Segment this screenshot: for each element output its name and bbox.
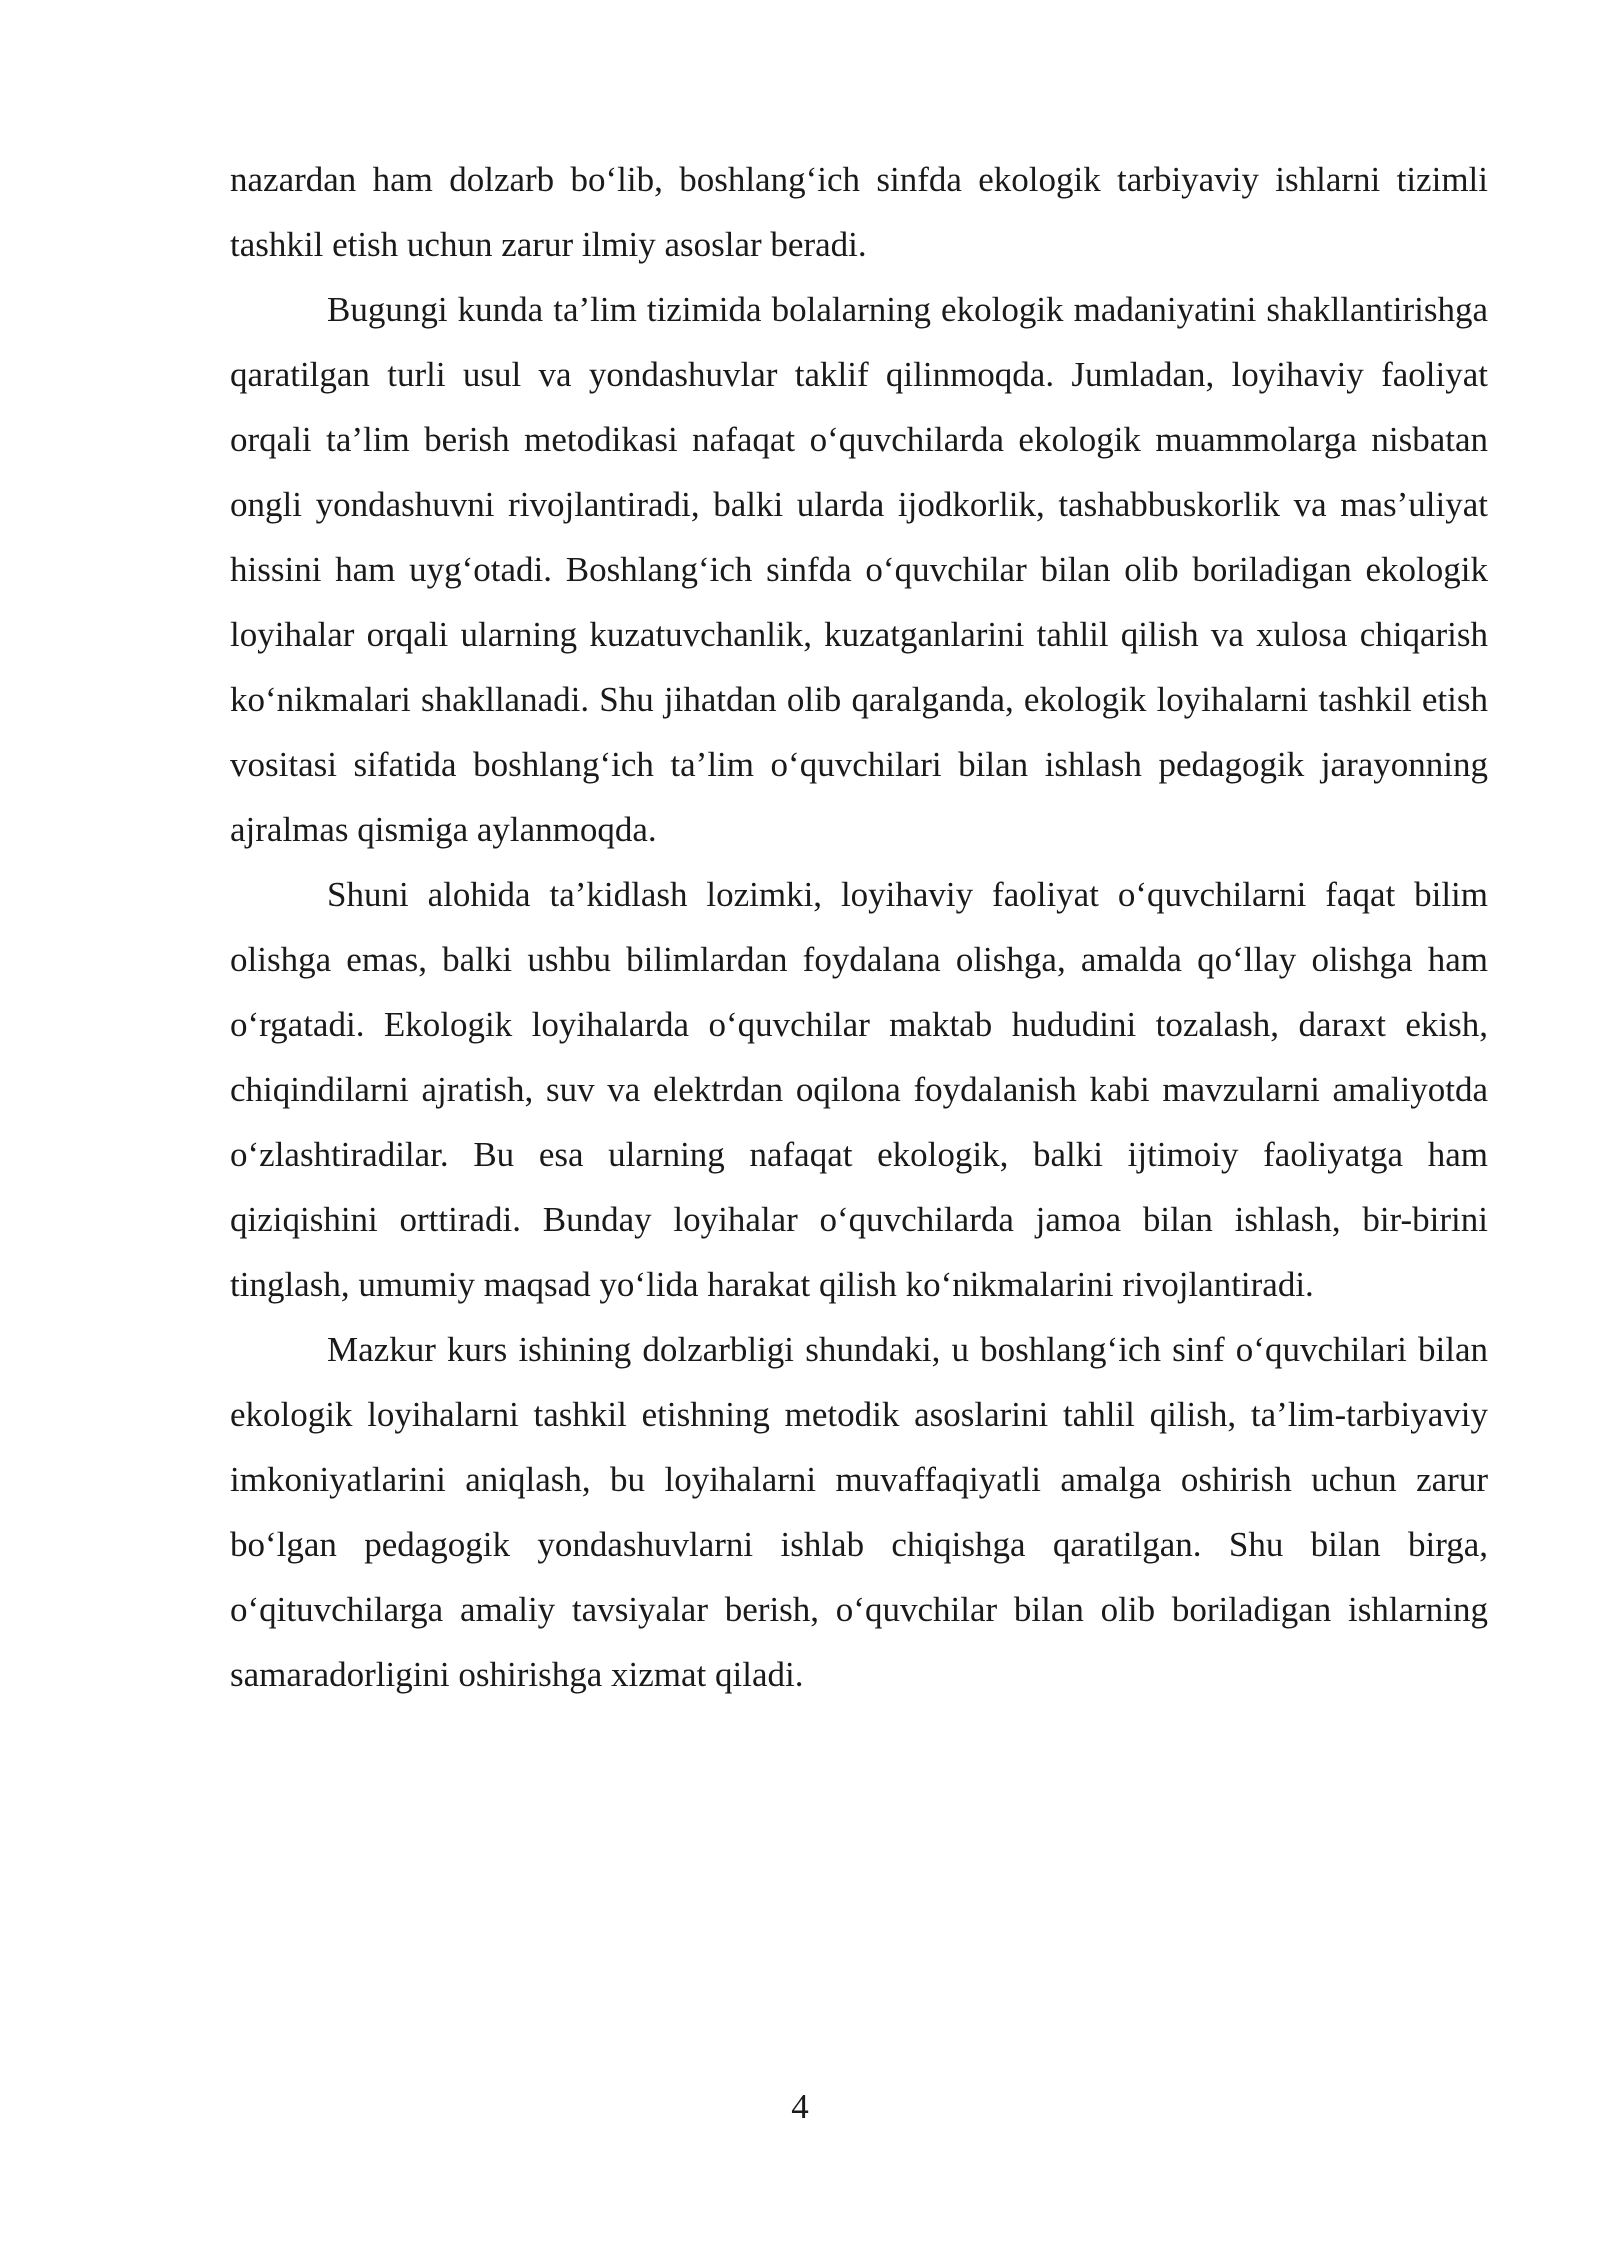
page-number: 4 <box>791 2087 809 2126</box>
paragraph-continuation: nazardan ham dolzarb bo‘lib, boshlang‘ich sinfda ekologik tarbiyaviy ishlarni tizimli tashkil etish uchun zarur ilmiy asoslar beradi. <box>230 160 1488 264</box>
paragraph: Shuni alohida ta’kidlash lozimki, loyihaviy faoliyat o‘quvchilarni faqat bilim olishga emas, balki ushbu bilimlardan foydalana olishga, amalda qo‘llay olishga ham o‘rgatadi. Ekologik loyihalarda o‘quvchilar maktab hududini tozalash, daraxt ekish, chiqindilarni ajratish, suv va elektrdan oqilona foydalanish kabi mavzularni amaliyotda o‘zlashtiradilar. Bu esa ularning nafaqat ekologik, balki ijtimoiy faoliyatga ham qiziqishini orttiradi. Bunday loyihalar o‘quvchilarda jamoa bilan ishlash, bir-birini tinglash, umumiy maqsad yo‘lida harakat qilish ko‘nikmalarini rivojlantiradi. <box>230 875 1488 1304</box>
paragraph: Mazkur kurs ishining dolzarbligi shundaki, u boshlang‘ich sinf o‘quvchilari bilan ekologik loyihalarni tashkil etishning metodik asoslarini tahlil qilish, ta’lim-tarbiyaviy imkoniyatlarini aniqlash, bu loyihalarni muvaffaqiyatli amalga oshirish uchun zarur bo‘lgan pedagogik yondashuvlarni ishlab chiqishga qaratilgan. Shu bilan birga, o‘qituvchilarga amaliy tavsiyalar berish, o‘quvchilar bilan olib boriladigan ishlarning samaradorligini oshirishga xizmat qiladi. <box>230 1330 1488 1694</box>
paragraph: Bugungi kunda ta’lim tizimida bolalarning ekologik madaniyatini shakllantirishga qaratilgan turli usul va yondashuvlar taklif qilinmoqda. Jumladan, loyihaviy faoliyat orqali ta’lim berish metodikasi nafaqat o‘quvchilarda ekologik muammolarga nisbatan ongli yondashuvni rivojlantiradi, balki ularda ijodkorlik, tashabbuskorlik va mas’uliyat hissini ham uyg‘otadi. Boshlang‘ich sinfda o‘quvchilar bilan olib boriladigan ekologik loyihalar orqali ularning kuzatuvchanlik, kuzatganlarini tahlil qilish va xulosa chiqarish ko‘nikmalari shakllanadi. Shu jihatdan olib qaralganda, ekologik loyihalarni tashkil etish vositasi sifatida boshlang‘ich ta’lim o‘quvchilari bilan ishlash pedagogik jarayonning ajralmas qismiga aylanmoqda. <box>230 290 1488 849</box>
body-text <box>230 147 1488 1707</box>
